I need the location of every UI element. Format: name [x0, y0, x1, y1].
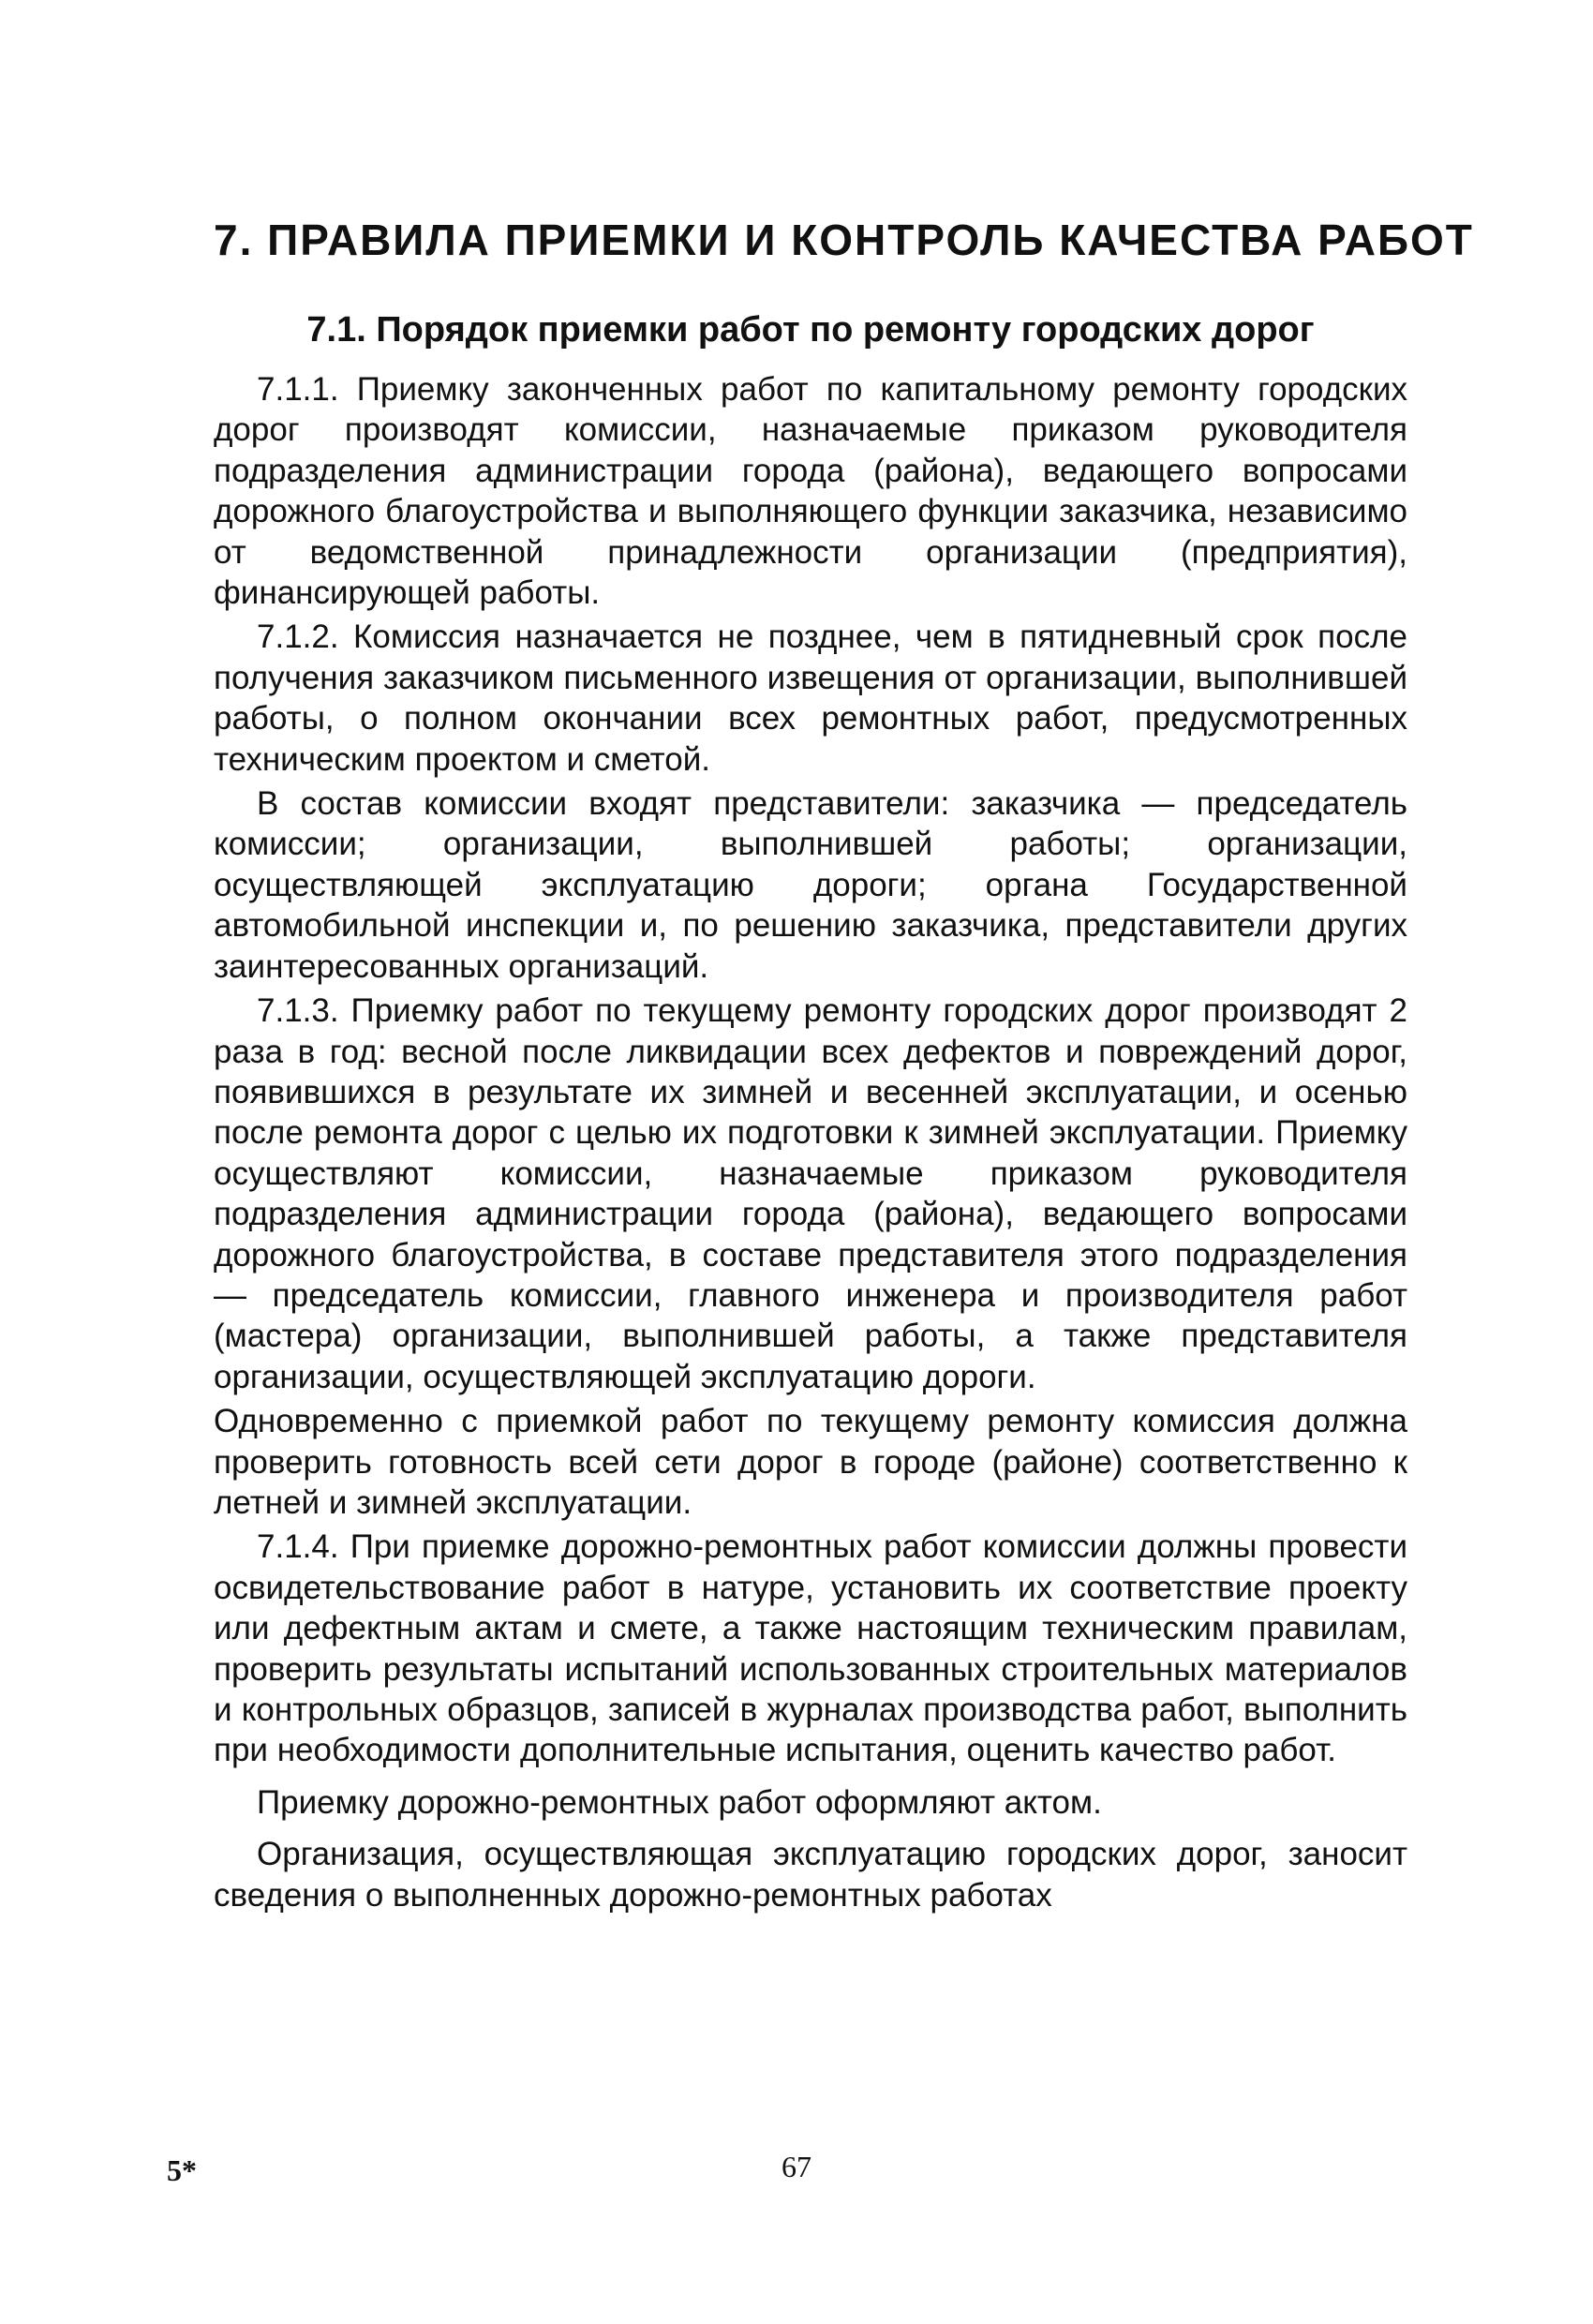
paragraph-7-1-2: 7.1.2. Комиссия назначается не позднее, чем в пятидневный срок после получения заказчиком письменного извещения от организации, выполнившей работы, о полном окончании всех ремонтных работ, предусмотренных техническим проектом и сметой. [214, 618, 1407, 778]
chapter-title: 7. ПРАВИЛА ПРИЕМКИ И КОНТРОЛЬ КАЧЕСТВА РАБОТ [214, 216, 1474, 264]
signature-mark: 5* [167, 2153, 197, 2187]
body-text [214, 369, 1407, 1919]
paragraph-7-1-4: 7.1.4. При приемке дорожно-ремонтных работ комиссии должны провести освидетельствование работ в натуре, установить их соответствие проекту или дефектным актам и смете, а также настоящим техническим правилам, проверить результаты испытаний использованных строительных материалов и контрольных образцов, записей в журналах производства работ, выполнить при необходимости дополнительные испытания, оценить качество работ. [214, 1528, 1407, 1769]
paragraph-operating-organization: Организация, осуществляющая эксплуатацию городских дорог, заносит сведения о выполненных дорожно-ремонтных работах [214, 1836, 1407, 1914]
section-title: 7.1. Порядок приемки работ по ремонту городских дорог [306, 310, 1315, 350]
paragraph-acceptance-act: Приемку дорожно-ремонтных работ оформляют актом. [257, 1783, 1102, 1821]
paragraph-network-readiness: Одновременно с приемкой работ по текущему ремонту комиссия должна проверить готовность всей сети дорог в городе (районе) соответственно к летней и зимней эксплуатации. [214, 1403, 1407, 1521]
paragraph-commission-composition: В состав комиссии входят представители: заказчика — председатель комиссии; организации, выполнившей работы; организации, осуществляющей эксплуатацию дороги; органа Государственной автомобильной инспекции и, по решению заказчика, представители других заинтересованных организаций. [214, 785, 1407, 985]
paragraph-7-1-3: 7.1.3. Приемку работ по текущему ремонту городских дорог производят 2 раза в год: весной после ликвидации всех дефектов и повреждений дорог, появившихся в результате их зимней и весенней эксплуатации, и осенью после ремонта дорог с целью их подготовки к зимней эксплуатации. Приемку осуществляют комиссии, назначаемые приказом руководителя подразделения администрации города (района), ведающего вопросами дорожного благоустройства, в составе представителя этого подразделения — председатель комиссии, главного инженера и производителя работ (мастера) организации, выполнившей работы, а также представителя организации, осуществляющей эксплуатацию дороги. [214, 992, 1407, 1395]
page-number: 67 [782, 2150, 811, 2183]
paragraph-7-1-1: 7.1.1. Приемку законченных работ по капитальному ремонту городских дорог производят комиссии, назначаемые приказом руководителя подразделения администрации города (района), ведающего вопросами дорожного благоустройства и выполняющего функции заказчика, независимо от ведомственной принадлежности организации (предприятия), финансирующей работы. [214, 371, 1407, 612]
